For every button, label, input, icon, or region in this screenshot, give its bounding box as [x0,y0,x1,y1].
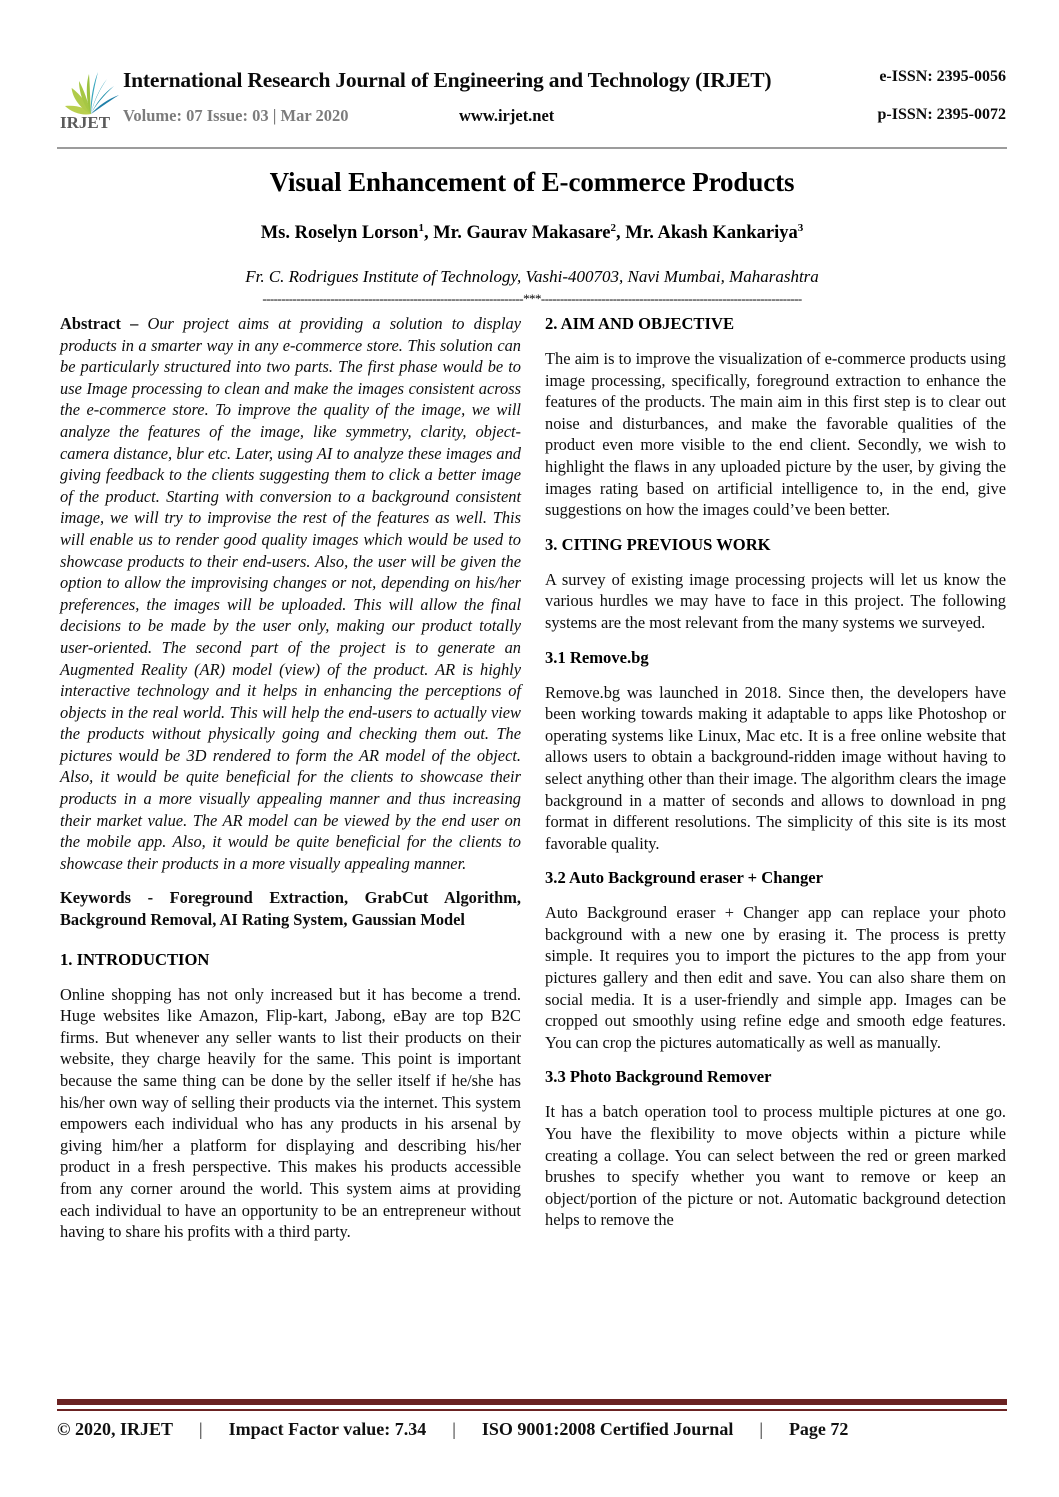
section-heading-aim-and-objective: 2. AIM AND OBJECTIVE [545,314,735,333]
left-column [60,313,521,1256]
section-heading-citing-previous-work: 3. CITING PREVIOUS WORK [545,534,771,554]
abstract-label: Abstract – [60,314,148,333]
header-divider [57,147,1007,149]
abstract-text: Our project aims at providing a solution to display products in a smarter way in any e-commerce store. This solution can be particularly structured into two parts. The first phase would be to use Image processing to clean and make the images consistent across the e-commerce store. To improve the quality of the image, we will analyze the features of the image, like symmetry, clarity, object-camera distance, blur etc. Later, using AI to analyze these images and giving feedback to the clients suggesting them to click a better image of the product. Starting with conversion to a background consistent image, we will try to improvise the rest of the features as well. This will enable us to render good quality images which would be used to showcase products to their end-users. Also, the user will be given the option to allow the improvising changes or not, depending on his/her preferences, the images will be uploaded. This will allow the final decisions to be made by the user only, making our product totally user-oriented. The second part of the project is to generate an Augmented Reality (AR) model (view) of the product. AR is highly interactive technology and it helps in enhancing the perceptions of objects in the real world. This will help the end-users to actually view the products without physically going and checking them out. The pictures would be 3D rendered to form the AR model of the object. Also, it would be quite beneficial for the clients to showcase their products in a more visually appealing manner and thus increasing their market value. The AR model can be viewed by the end user on the mobile app. Also, it would be quite beneficial for the clients to showcase their products in a more visually appealing manner. [60,314,521,873]
page-footer [57,1419,1007,1440]
subsection-heading-removebg: 3.1 Remove.bg [545,647,649,667]
footer-copyright: © 2020, IRJET [57,1419,173,1439]
author-list: Ms. Roselyn Lorson$^1$, Mr. Gaurav Makasare$^2$, Mr. Akash Kankariya$^3$ [260,222,804,244]
keywords: Keywords - Foreground Extraction, GrabCut Algorithm, Background Removal, AI Rating System, Gaussian Model [60,888,521,930]
title-separator: ---------------------------------------------------------------------***--------------------------------------------------------------------- [262,291,802,306]
footer-impact-factor: Impact Factor value: 7.34 [228,1419,427,1439]
journal-masthead [60,62,1006,144]
irjet-wordmark: IRJET [60,113,111,132]
p-issn: p-ISSN: 2395-0072 [877,106,1006,123]
abstract-paragraph [60,313,521,874]
footer-rule-thick [57,1399,1007,1405]
subsection-removebg-text: Remove.bg was launched in 2018. Since then, the developers have been working towards making it adaptable to apps like Photoshop or operating systems like Linux, Mac etc. It is a free online website that allows users to obtain a background-ridden image without having to select anything other than their image. The algorithm clears the image background in a matter of seconds and allows to download in png format in different resolutions. The simplicity of this site is its most favorable quality. [545,682,1006,853]
e-issn: e-ISSN: 2395-0056 [879,68,1006,85]
section-aim-text: The aim is to improve the visualization of e-commerce products using image processing, specifically, foreground extraction to enhance the features of the products. The main aim in this first step is to clear out noise and disturbances, and make the favorable qualities of the product even more visible to the end client. Secondly, we wish to highlight the flaws in any uploaded picture by the user, by giving the images rating based on artificial intelligence to, in the end, give suggestions on how the images could’ve been better. [545,349,1006,520]
page-title: Visual Enhancement of E-commerce Products [269,167,795,197]
footer-certification: ISO 9001:2008 Certified Journal [481,1419,734,1439]
subsection-heading-auto-background-eraser: 3.2 Auto Background eraser + Changer [545,868,824,888]
subsection-heading-photo-background-remover: 3.3 Photo Background Remover [545,1067,772,1087]
subsection-auto-background-eraser-text: Auto Background eraser + Changer app can replace your photo background with a new one by erasing it. The process is pretty simple. It requires you to import the pictures to the app from your pictures gallery and then edit and save. You can also share them on social media. It is a user-friendly and simple app. Images can be cropped out smoothly using refine edge and smooth edge features. You can crop the pictures automatically as well as manually. [545,903,1006,1052]
irjet-leaf-fan-icon [62,64,120,116]
journal-website: www.irjet.net [459,106,555,125]
footer-rule-thin [57,1409,1007,1411]
footer-separator-2: | [452,1419,456,1439]
right-column [545,313,1006,1244]
journal-title: International Research Journal of Engineering and Technology (IRJET) [123,68,772,92]
footer-separator-1: | [198,1419,203,1439]
subsection-photo-background-remover-text: It has a batch operation tool to process multiple pictures at one go. You have the flexibility to move objects within a picture while creating a collage. You can select between the red or green marked brushes to specify whether you want to remove or keep an object/portion of the picture or not. Automatic background detection helps to remove the [545,1102,1006,1230]
affiliation: Fr. C. Rodrigues Institute of Technology, Vashi-400703, Navi Mumbai, Maharashtra [245,267,819,286]
journal-volume-issue: Volume: 07 Issue: 03 | Mar 2020 [123,106,349,125]
section-introduction-text: Online shopping has not only increased but it has become a trend. Huge websites like Amazon, Flip-kart, Jabong, eBay are top B2C firms. But whenever any seller wants to list their products on their website, they charge heavily for the same. This point is important because the same thing can be done by the seller itself if he/she has his/her own way of selling their products via the internet. This system empowers each individual who has any products in his arsenal by giving him/her a platform for displaying and describing his/her product in a fresh perspective. This makes his products accessible from any corner around the world. This system aims at providing each individual to have an opportunity to be an entrepreneur without having to share his profits with a third party. [60,984,521,1242]
section-heading-introduction: 1. INTRODUCTION [60,949,210,969]
footer-page-number: Page 72 [788,1419,849,1439]
section-citing-text: A survey of existing image processing projects will let us know the various hurdles we may have to face in this project. The following systems are the most relevant from the many systems we surveyed. [545,569,1006,632]
irjet-logo [60,64,122,142]
footer-separator-3: | [759,1419,763,1439]
